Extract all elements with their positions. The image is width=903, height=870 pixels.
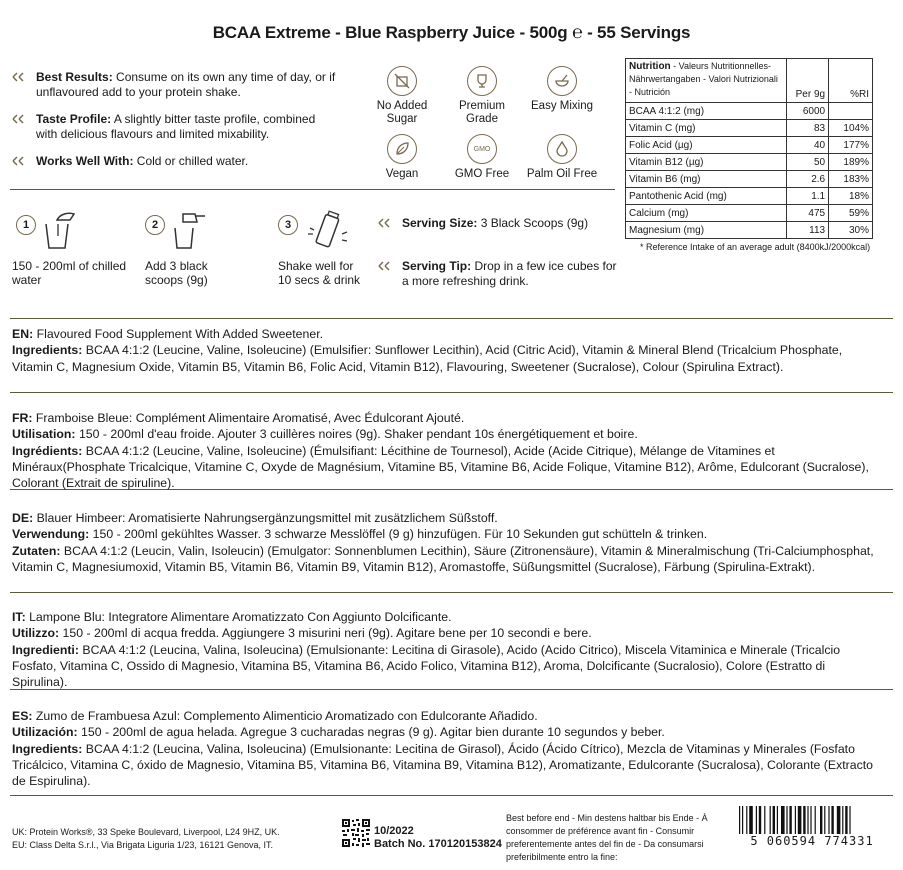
- nutrient-ri: 59%: [829, 205, 873, 222]
- barcode-bar: [831, 806, 833, 836]
- lang-line: [12, 410, 882, 426]
- barcode-bar: [759, 806, 761, 836]
- lang-text: 150 - 200ml gekühltes Wasser. 3 schwarze Messlöffel (9 g) hinzufügen. Für 10 Sekunden gut schütteln & trinken.: [89, 527, 708, 542]
- nutrition-subtitle: - Valeurs Nutritionnelles-Nährwertangaben - Valori Nutrizionali - Nutrición: [629, 61, 778, 97]
- barcode-bar: [824, 806, 825, 836]
- barcode-bar: [770, 806, 771, 836]
- lang-label: Verwendung:: [12, 527, 90, 542]
- barcode-bar: [773, 806, 775, 836]
- feature-easy-mixing: [522, 66, 602, 113]
- step-text: 150 - 200ml of chilled water: [12, 259, 127, 287]
- nutrient-per-serving: 1.1: [787, 188, 829, 205]
- feature-vegan: [362, 134, 442, 181]
- lang-text: BCAA 4:1:2 (Leucina, Valina, Isoleucina) (Emulsionante: Lecitina de Girasol), Ácido (Ácido Cítrico), Mezcla de Vitaminas y Minerales (Fosfato Tricálcico, Vitamina C, óxido de Magnesio, Vitamina B5, Vitamina B6, Vitamina B9, Vitamina B12), Aromatizante, Edulcorante (Sucralosa), Colorante (Extracto de Espirulina).: [12, 741, 873, 789]
- nutrient-ri: 177%: [829, 137, 873, 154]
- lang-text: Flavoured Food Supplement With Added Sweetener.: [33, 327, 324, 341]
- gmo-free-icon: [467, 134, 497, 164]
- nutrient-name: Magnesium (mg): [626, 222, 787, 239]
- lang-label: Utilizzo:: [12, 626, 60, 641]
- page-title: [0, 22, 903, 43]
- serving-size-text: 3 Black Scoops (9g): [477, 216, 589, 230]
- divider: [10, 189, 615, 190]
- barcode-number: 5 060594 774331: [733, 834, 891, 848]
- gmo-badge-text: GMO: [473, 145, 491, 153]
- lang-line: [12, 642, 882, 691]
- lang-text: Zumo de Frambuesa Azul: Complemento Alimenticio Aromatizado con Edulcorante Añadido.: [32, 709, 538, 723]
- nutrient-name: Vitamin B6 (mg): [626, 171, 787, 188]
- feature-label: Vegan: [385, 168, 419, 180]
- step-number: 1: [16, 215, 36, 235]
- nutrition-row: [626, 120, 873, 137]
- lang-text: 150 - 200ml di acqua fredda. Aggiungere 3 misurini neri (9g). Agitare bene per 10 secondi e bere.: [59, 626, 592, 641]
- lang-text: Blauer Himbeer: Aromatisierte Nahrungsergänzungsmittel mit zusätzlichem Süßstoff.: [33, 511, 498, 525]
- feature-gmo-free: [442, 134, 522, 181]
- nutrient-ri: 104%: [829, 120, 873, 137]
- nutrient-per-serving: 475: [787, 205, 829, 222]
- bullet-best-results: [12, 70, 352, 102]
- double-chevron-icon: [378, 261, 394, 271]
- double-chevron-icon: [12, 156, 28, 166]
- scoop-glass-icon: [169, 210, 209, 250]
- nutrient-per-serving: 40: [787, 137, 829, 154]
- lang-line: [12, 708, 882, 724]
- nutrient-ri: 18%: [829, 188, 873, 205]
- lang-text: Framboise Bleue: Complément Alimentaire Aromatisé, Avec Édulcorant Ajouté.: [32, 411, 465, 425]
- nutrition-table: [625, 58, 873, 239]
- barcode-bar: [837, 806, 841, 836]
- barcode-bar: [789, 806, 791, 836]
- feature-premium-grade: [442, 66, 522, 126]
- barcode-bar: [810, 806, 811, 836]
- serving-size-label: Serving Size:: [402, 216, 478, 230]
- language-block-fr: [12, 410, 882, 491]
- feature-label: Easy Mixing: [531, 100, 593, 112]
- lang-label: EN:: [12, 327, 34, 341]
- nutrient-name: Vitamin C (mg): [626, 120, 787, 137]
- barcode-bar: [803, 806, 805, 836]
- nutrition-header: [626, 59, 787, 103]
- bullet-text: Consume on its own any time of day, or if unflavoured add to your protein shake.: [36, 70, 336, 99]
- nutrient-ri: [829, 103, 873, 120]
- divider: [10, 392, 893, 393]
- barcode-bar: [742, 806, 743, 836]
- e-mark: ℮: [571, 22, 583, 42]
- bullet-taste-profile: [12, 112, 352, 144]
- feature-no-added-sugar: [362, 66, 442, 126]
- serving-size: [378, 216, 618, 234]
- barcode-bar: [820, 806, 822, 836]
- double-chevron-icon: [12, 72, 28, 82]
- nutrition-col-ri: %RI: [829, 59, 873, 103]
- glass-pour-icon: [40, 210, 80, 250]
- barcode-bar: [749, 806, 753, 836]
- best-before-text: Best before end - Min destens haltbar bis Ende - À consommer de préférence avant fin - Consumir preferentemente antes del fin de - Da consumarsi preferibilmente entro la fine:: [506, 813, 708, 862]
- bullet-works-well: [12, 154, 352, 172]
- lang-line: [12, 609, 882, 625]
- lang-label: Ingrédients:: [12, 443, 83, 458]
- lang-label: IT:: [12, 610, 26, 624]
- lang-label: Ingredienti:: [12, 642, 79, 657]
- language-block-en: [12, 326, 882, 375]
- nutrition-header-row: [626, 59, 873, 103]
- bullet-text: A slightly bitter taste profile, combined with delicious flavours and limited mixability.: [36, 112, 316, 141]
- nutrient-name: Folic Acid (µg): [626, 137, 787, 154]
- title-servings: - 55 Servings: [587, 23, 691, 42]
- barcode-bar: [849, 806, 850, 836]
- nutrient-per-serving: 2.6: [787, 171, 829, 188]
- nutrition-title: Nutrition: [629, 61, 671, 72]
- lang-text: BCAA 4:1:2 (Leucin, Valin, Isoleucin) (Emulgator: Sonnenblumen Lecithin), Säure (Zitronensäure), Vitamin & Mineralmischung (Tri-Calciumphosphat, Vitamin C, Magnesiumoxid, Vitamin B5, Vitamin B6, Vitamin B9, Vitamin B12), Aromastoffe, Süßungsmittel (Sucralose), Färbung (Spirulina-Extrakt).: [12, 543, 874, 574]
- step-number: 3: [278, 215, 298, 235]
- language-block-de: [12, 510, 882, 575]
- lang-line: [12, 342, 882, 375]
- lang-label: FR:: [12, 411, 33, 425]
- nutrient-name: BCAA 4:1:2 (mg): [626, 103, 787, 120]
- nutrition-footnote: * Reference Intake of an average adult (8400kJ/2000kcal): [640, 242, 871, 252]
- nutrient-name: Vitamin B12 (µg): [626, 154, 787, 171]
- nutrient-per-serving: 83: [787, 120, 829, 137]
- feature-label: Palm Oil Free: [526, 168, 598, 180]
- nutrient-per-serving: 50: [787, 154, 829, 171]
- bullet-text: Cold or chilled water.: [133, 154, 249, 168]
- palm-oil-free-icon: [547, 134, 577, 164]
- step-text: Add 3 black scoops (9g): [145, 259, 208, 287]
- barcode-bar: [845, 806, 847, 836]
- lang-label: ES:: [12, 709, 33, 723]
- nutrition-row: [626, 154, 873, 171]
- title-text: BCAA Extreme - Blue Raspberry Juice - 500g: [212, 23, 568, 42]
- preparation-steps: [12, 210, 367, 290]
- step-text: Shake well for 10 secs & drink: [278, 259, 361, 287]
- lang-line: [12, 443, 882, 492]
- nutrient-name: Calcium (mg): [626, 205, 787, 222]
- barcode-bar: [828, 806, 829, 836]
- serving-tip: [378, 259, 618, 291]
- nutrition-row: [626, 222, 873, 239]
- lang-line: [12, 543, 882, 576]
- barcode-bar: [746, 806, 747, 836]
- feature-label: GMO Free: [454, 168, 510, 180]
- nutrition-row: [626, 103, 873, 120]
- feature-palm-oil-free: [522, 134, 602, 181]
- barcode-bar: [756, 806, 757, 836]
- shaker-icon: [304, 210, 352, 254]
- barcode-bar: [781, 806, 785, 836]
- nutrition-row: [626, 205, 873, 222]
- bullet-label: Taste Profile:: [36, 112, 112, 126]
- language-block-it: [12, 609, 882, 690]
- nutrition-row: [626, 137, 873, 154]
- nutrient-ri: 189%: [829, 154, 873, 171]
- lang-text: BCAA 4:1:2 (Leucine, Valine, Isoleucine) (Émulsifiant: Lécithine de Tournesol), Acide (Acide Citrique), Mélange de Vitamines et Minéraux(Phosphate Tricalcique, Vitamine C, Oxyde de Magnésium, Vitamine B5, Vitamine B6, Acide Folique, Vitamine B12), Arôme, Edulcorant (Sucralose), Colorant (Extrait de spiruline).: [12, 443, 869, 491]
- feature-label: No Added Sugar: [376, 100, 428, 125]
- barcode-bar: [795, 806, 796, 836]
- nutrient-per-serving: 113: [787, 222, 829, 239]
- barcode-bar: [764, 806, 765, 836]
- nutrition-row: [626, 188, 873, 205]
- lang-label: Zutaten:: [12, 543, 61, 558]
- double-chevron-icon: [12, 114, 28, 124]
- batch-number: Batch No. 170120153824: [374, 838, 502, 850]
- barcode-bar: [815, 806, 816, 836]
- serving-tip-label: Serving Tip:: [402, 259, 472, 273]
- nutrient-ri: 183%: [829, 171, 873, 188]
- lang-label: DE:: [12, 511, 34, 525]
- double-chevron-icon: [378, 218, 394, 228]
- barcode-bar: [786, 806, 787, 836]
- language-block-es: [12, 708, 882, 789]
- address-uk: UK: Protein Works®, 33 Speke Boulevard, Liverpool, L24 9HZ, UK.: [12, 827, 280, 837]
- lang-text: BCAA 4:1:2 (Leucine, Valine, Isoleucine) (Emulsifier: Sunflower Lecithin), Acid (Citric Acid), Vitamin & Mineral Blend (Tricalcium Phosphate, Vitamin C, Magnesium Oxide, Vitamin B5, Vitamin B6, Folic Acid, Vitamin B12), Flavouring, Sweetener (Sucralose), Colour (Spirulina Extract).: [12, 343, 843, 374]
- nutrient-per-serving: 6000: [787, 103, 829, 120]
- barcode-bar: [777, 806, 778, 836]
- barcode-bar: [807, 806, 808, 836]
- lang-text: 150 - 200ml de agua helada. Agregue 3 cucharadas negras (9 g). Agitar bien durante 10 segundos y beber.: [77, 725, 665, 740]
- step-number: 2: [145, 215, 165, 235]
- lang-line: [12, 510, 882, 526]
- nutrition-col-per: Per 9g: [787, 59, 829, 103]
- no-sugar-icon: [387, 66, 417, 96]
- lang-line: [12, 625, 882, 641]
- barcode-bar: [798, 806, 802, 836]
- premium-grade-icon: [467, 66, 497, 96]
- vegan-icon: [387, 134, 417, 164]
- lang-label: Utilización:: [12, 725, 78, 740]
- feature-label: Premium Grade: [458, 100, 505, 125]
- lang-label: Utilisation:: [12, 427, 76, 442]
- lang-line: [12, 426, 882, 442]
- nutrition-row: [626, 171, 873, 188]
- qr-code-icon: [341, 818, 371, 848]
- lang-label: Ingredients:: [12, 343, 83, 358]
- lang-line: [12, 741, 882, 790]
- divider: [10, 795, 893, 796]
- nutrient-name: Pantothenic Acid (mg): [626, 188, 787, 205]
- lang-label: Ingredients:: [12, 741, 83, 756]
- lang-text: BCAA 4:1:2 (Leucina, Valina, Isoleucina) (Emulsionante: Lecitina di Girasole), Acido (Acido Citrico), Miscela Vitaminica e Minerale (Tricalcio Fosfato, Vitamina C, Ossido di Magnesio, Vitamina B5, Vitamina B6, Acido Folico, Vitamina B12), Aroma, Dolcificante (Sucralosio), Colore (Estratto di Spirulina).: [12, 642, 841, 690]
- address-eu: EU: Class Delta S.r.l., Via Brigata Liguria 1/23, 16121 Genova, IT.: [12, 840, 273, 850]
- barcode-bar: [842, 806, 843, 836]
- lang-text: Lampone Blu: Integratore Alimentare Aromatizzato Con Aggiunto Dolcificante.: [25, 610, 452, 624]
- divider: [10, 318, 893, 319]
- lang-line: [12, 724, 882, 740]
- bullet-label: Works Well With:: [36, 154, 134, 168]
- best-before-date: 10/2022: [374, 825, 414, 837]
- divider: [10, 592, 893, 593]
- lang-line: [12, 526, 882, 542]
- lang-text: 150 - 200ml d'eau froide. Ajouter 3 cuillères noires (9g). Shaker pendant 10s énergétiquement et boire.: [75, 427, 638, 442]
- nutrient-ri: 30%: [829, 222, 873, 239]
- serving-tip-text: Drop in a few ice cubes for a more refreshing drink.: [402, 259, 617, 288]
- bullet-label: Best Results:: [36, 70, 113, 84]
- lang-line: [12, 326, 882, 342]
- barcode-bar: [739, 806, 740, 836]
- easy-mixing-icon: [547, 66, 577, 96]
